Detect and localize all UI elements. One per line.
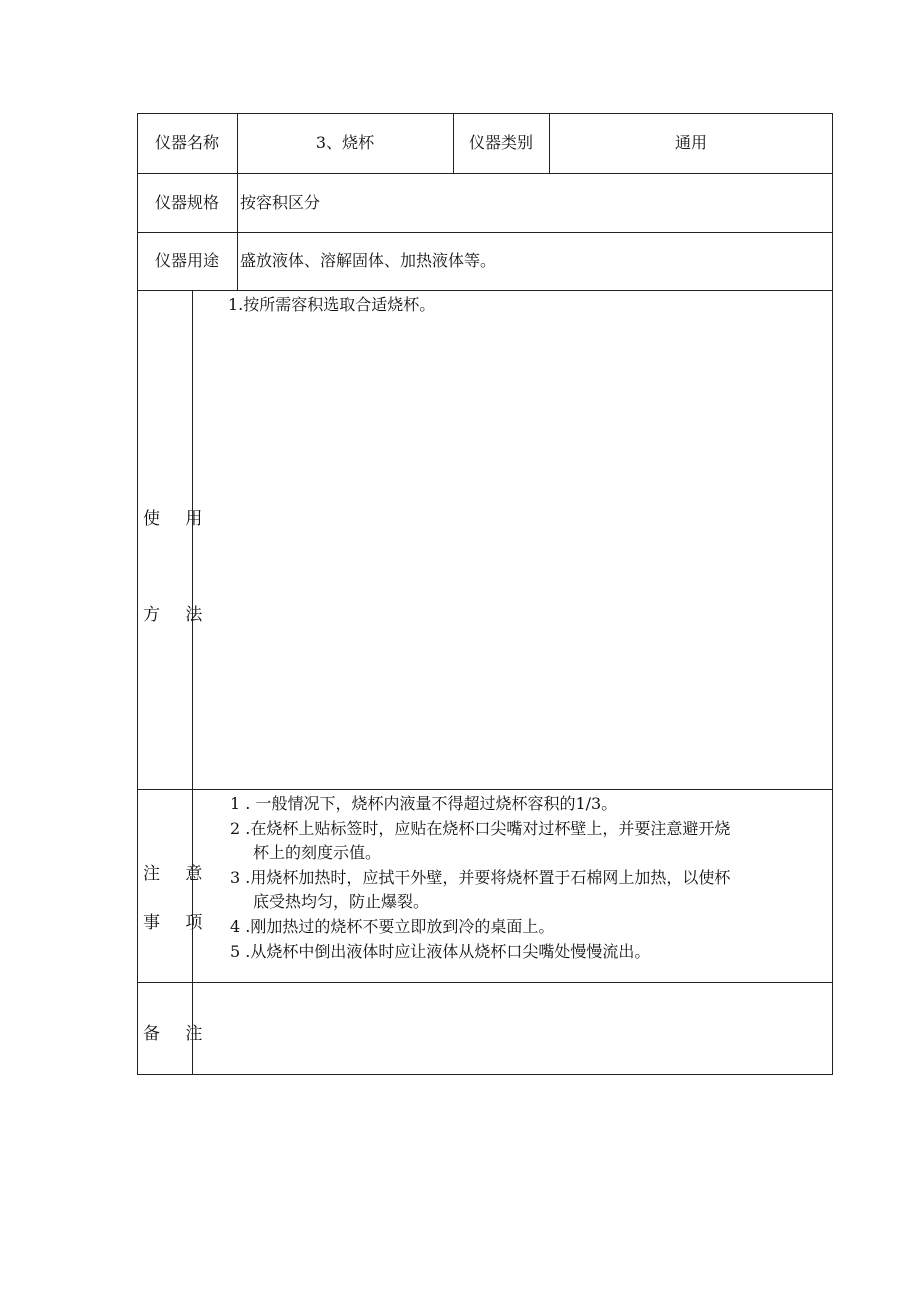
- note-item-1: 1 . 一般情况下，烧杯内液量不得超过烧杯容积的1/3。: [230, 794, 618, 813]
- row-divider: [137, 290, 833, 291]
- remarks-label: 备 注: [143, 1024, 213, 1044]
- notes-label-line1: 注 意: [143, 864, 213, 884]
- instrument-spec-value: 按容积区分: [240, 193, 321, 212]
- instrument-use-value: 盛放液体、溶解固体、加热液体等。: [240, 251, 497, 270]
- usage-step-1: 1.按所需容积选取合适烧杯。: [228, 295, 436, 314]
- usage-label-line1: 使 用: [143, 509, 213, 529]
- note-item-3-continued: 底受热均匀，防止爆裂。: [253, 892, 430, 911]
- instrument-spec-label: 仪器规格: [154, 193, 219, 212]
- instrument-use-label: 仪器用途: [154, 251, 219, 270]
- notes-label-line2: 事 项: [143, 913, 213, 933]
- instrument-name-value: 3、烧杯: [315, 133, 375, 152]
- instrument-category-label: 仪器类别: [468, 133, 533, 152]
- instrument-category-value: 通用: [674, 133, 707, 152]
- column-divider: [192, 290, 193, 1075]
- row-divider: [137, 789, 833, 790]
- note-item-2: 2 .在烧杯上贴标签时，应贴在烧杯口尖嘴对过杯壁上，并要注意避开烧: [230, 819, 731, 838]
- note-item-2-continued: 杯上的刻度示值。: [253, 843, 382, 862]
- note-item-3: 3 .用烧杯加热时，应拭干外壁，并要将烧杯置于石棉网上加热，以使杯: [230, 868, 731, 887]
- note-item-5: 5 .从烧杯中倒出液体时应让液体从烧杯口尖嘴处慢慢流出。: [230, 942, 651, 961]
- instrument-name-label: 仪器名称: [154, 133, 219, 152]
- note-item-4: 4 .刚加热过的烧杯不要立即放到冷的桌面上。: [230, 917, 555, 936]
- usage-label-line2: 方 法: [143, 605, 213, 625]
- remarks-value-cell: [193, 983, 832, 1074]
- row-divider: [137, 232, 833, 233]
- row-divider: [137, 173, 833, 174]
